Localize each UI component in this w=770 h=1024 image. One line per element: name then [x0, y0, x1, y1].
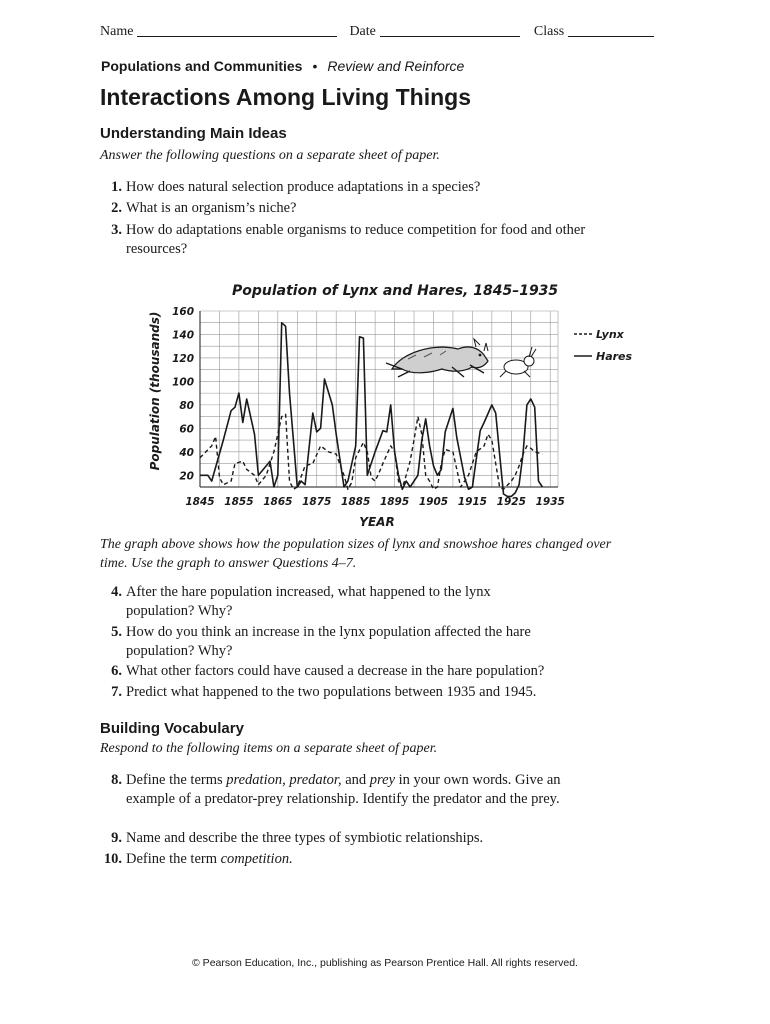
- x-tick-label: 1845: [185, 496, 215, 508]
- question-4: [100, 583, 560, 621]
- question-3: [100, 221, 600, 259]
- question-number: 6.: [111, 663, 122, 679]
- x-tick-label: 1895: [379, 496, 410, 508]
- question-number: 10.: [103, 851, 122, 867]
- legend-hares-label: Hares: [596, 350, 633, 363]
- chart-legend: [574, 328, 633, 363]
- question-text: [126, 850, 293, 869]
- section-name: Populations and Communities: [101, 58, 303, 74]
- text-part: and: [341, 772, 370, 788]
- y-axis-ticks: [172, 306, 194, 482]
- page-title: Interactions Among Living Things: [100, 84, 471, 110]
- copyright-footer: © Pearson Education, Inc., publishing as Pearson Prentice Hall. All rights reserved.: [192, 957, 578, 969]
- question-5: [100, 623, 600, 661]
- section-instruction: Answer the following questions on a separate sheet of paper.: [100, 148, 440, 163]
- question-10: [100, 850, 620, 869]
- text-part: in your own words. Give an example of a predator-prey relationship. Identify the predator and the prey.: [126, 772, 561, 807]
- chapter-subheader: [101, 58, 464, 74]
- worksheet-type: Review and Reinforce: [327, 58, 465, 74]
- section-instruction: Respond to the following items on a separate sheet of paper.: [100, 741, 438, 756]
- section-heading-vocabulary: Building Vocabulary: [100, 720, 244, 737]
- question-text: What is an organism’s niche?: [126, 200, 297, 216]
- y-tick-label: 20: [179, 470, 194, 483]
- class-label: Class: [533, 24, 565, 39]
- question-text: How does natural selection produce adaptations in a species?: [126, 179, 481, 195]
- chart-grid: [200, 311, 558, 487]
- y-tick-label: 120: [172, 352, 194, 365]
- term-competition: competition.: [220, 851, 293, 867]
- question-number: 7.: [111, 684, 122, 700]
- legend-lynx-label: Lynx: [596, 328, 624, 341]
- text-part: Define the term: [126, 851, 221, 867]
- question-number: 5.: [111, 624, 122, 640]
- question-text: How do you think an increase in the lynx population affected the hare population? Why?: [126, 624, 531, 659]
- y-axis-label: Population (thousands): [148, 311, 162, 471]
- lynx-hare-chart: [140, 295, 633, 535]
- class-blank[interactable]: [568, 24, 654, 37]
- name-label: Name: [100, 24, 134, 39]
- section-heading-main-ideas: Understanding Main Ideas: [100, 125, 287, 142]
- x-tick-label: 1885: [341, 496, 371, 508]
- name-date-class-header: [100, 24, 670, 40]
- bullet-separator: •: [312, 58, 318, 74]
- question-number: 3.: [111, 222, 122, 238]
- question-text: What other factors could have caused a decrease in the hare population?: [126, 663, 545, 679]
- question-text: After the hare population increased, what happened to the lynx population? Why?: [126, 584, 491, 619]
- x-tick-label: 1865: [263, 496, 293, 508]
- graph-caption: The graph above shows how the population sizes of lynx and snowshoe hares changed over time. Use the graph to answer Questions 4–7.: [100, 537, 612, 571]
- question-text: [126, 771, 588, 809]
- term-predation: predation, predator,: [226, 772, 342, 788]
- text-part: Define the terms: [126, 772, 227, 788]
- y-tick-label: 60: [179, 423, 194, 436]
- x-tick-label: 1915: [457, 496, 488, 508]
- x-tick-label: 1855: [224, 496, 254, 508]
- series-line-hares: [200, 323, 542, 497]
- x-tick-label: 1875: [302, 496, 332, 508]
- question-number: 2.: [111, 200, 122, 216]
- question-8: [100, 771, 600, 809]
- question-number: 8.: [111, 772, 122, 788]
- x-axis-label: YEAR: [359, 515, 395, 529]
- question-text: Name and describe the three types of symbiotic relationships.: [126, 830, 484, 846]
- name-blank[interactable]: [137, 24, 337, 37]
- question-text: How do adaptations enable organisms to reduce competition for food and other resources?: [126, 222, 586, 257]
- y-tick-label: 80: [179, 399, 194, 412]
- question-number: 1.: [111, 179, 122, 195]
- term-prey: prey: [369, 772, 396, 788]
- y-tick-label: 40: [179, 446, 194, 459]
- question-7: [100, 683, 620, 702]
- question-2: [100, 199, 600, 218]
- chart-title: Population of Lynx and Hares, 1845–1935: [232, 283, 559, 299]
- question-number: 4.: [111, 584, 122, 600]
- date-blank[interactable]: [380, 24, 520, 37]
- question-text: Predict what happened to the two populations between 1935 and 1945.: [126, 684, 537, 700]
- y-tick-label: 100: [172, 376, 194, 389]
- question-6: [100, 662, 620, 681]
- chart-series-layer: [200, 323, 542, 497]
- x-tick-label: 1925: [496, 496, 526, 508]
- x-tick-label: 1905: [418, 496, 449, 508]
- question-1: [100, 178, 600, 197]
- x-tick-label: 1935: [535, 496, 565, 508]
- date-label: Date: [349, 24, 376, 39]
- y-tick-label: 140: [172, 329, 194, 342]
- x-axis-ticks: [185, 496, 564, 508]
- y-tick-label: 160: [172, 306, 194, 318]
- question-number: 9.: [111, 830, 122, 846]
- question-9: [100, 829, 620, 848]
